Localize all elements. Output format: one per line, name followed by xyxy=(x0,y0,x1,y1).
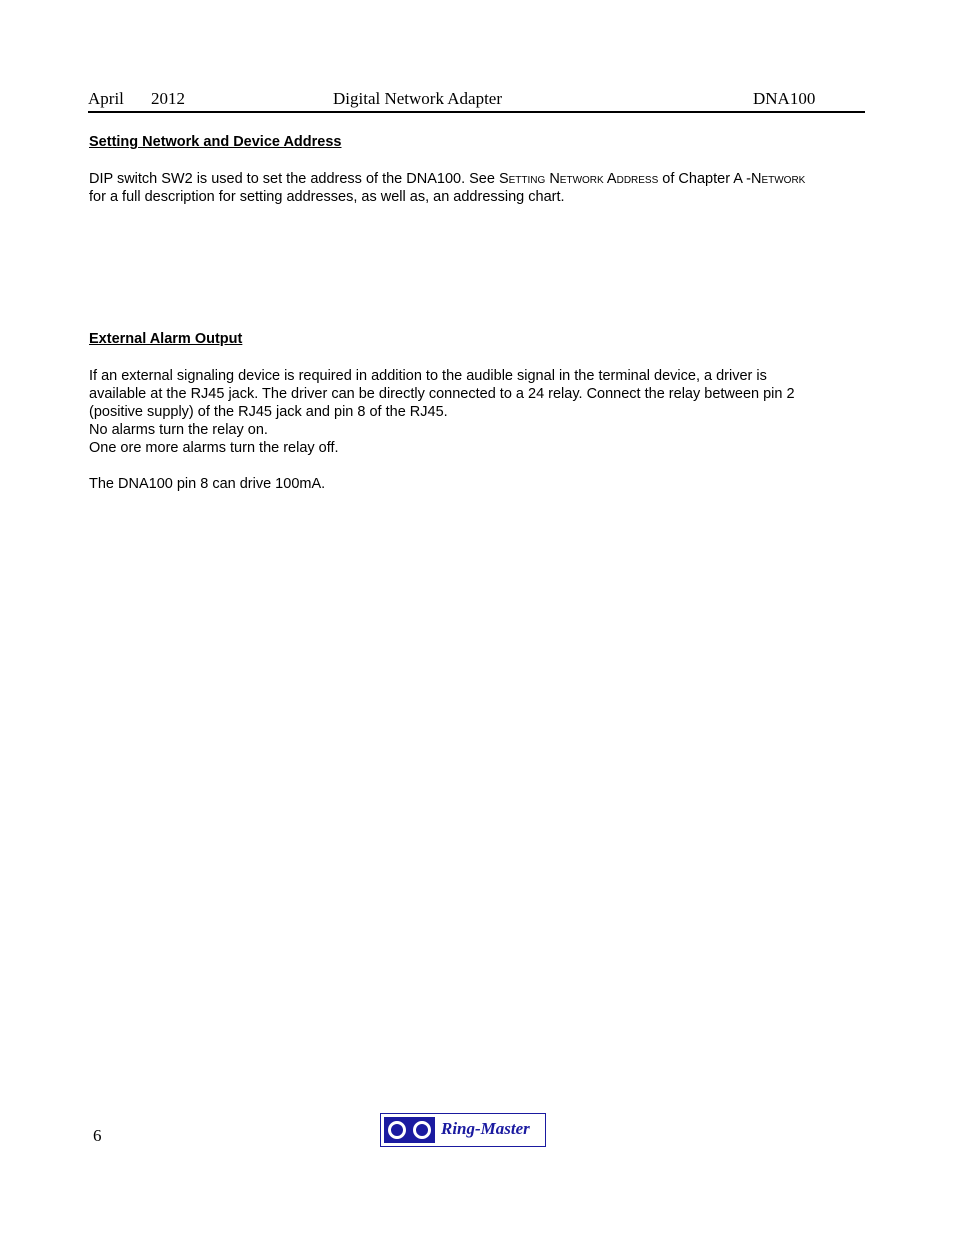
ring-icon xyxy=(413,1121,431,1139)
text-run: of Chapter A - xyxy=(658,171,751,187)
cross-reference-chapter: Network xyxy=(750,171,806,187)
text-run: DIP switch SW2 is used to set the address of the DNA100. See xyxy=(89,171,499,187)
page-number: 6 xyxy=(93,1126,102,1145)
paragraph-network-address xyxy=(89,170,865,206)
alarms-line: One ore more alarms turn the relay off. xyxy=(89,440,339,456)
header-model: DNA100 xyxy=(753,89,816,108)
no-alarms-line: No alarms turn the relay on. xyxy=(89,422,268,438)
justified-line: If an external signaling device is required in addition to the audible signal in the terminal device, a driver is xyxy=(89,368,767,384)
section-title-alarm-output: External Alarm Output xyxy=(89,331,243,347)
drive-current-line: The DNA100 pin 8 can drive 100mA. xyxy=(89,476,326,492)
logo-text: Ring-Master xyxy=(441,1119,530,1138)
header-year: 2012 xyxy=(151,89,185,108)
blank-line xyxy=(89,457,865,475)
ring-icon xyxy=(388,1121,406,1139)
paragraph-line: for a full description for setting addresses, as well as, an addressing chart. xyxy=(89,189,565,205)
header-month: April xyxy=(88,89,124,108)
cross-reference: Setting Network Address xyxy=(498,171,659,187)
justified-line: available at the RJ45 jack. The driver can be directly connected to a 24 relay. Connect the relay between pin 2 xyxy=(89,386,795,402)
paragraph-line xyxy=(89,170,865,188)
page-header xyxy=(88,89,865,113)
section-title-network-address: Setting Network and Device Address xyxy=(89,134,342,150)
paragraph-line: (positive supply) of the RJ45 jack and pin 8 of the RJ45. xyxy=(89,404,448,420)
paragraph-alarm-output xyxy=(89,367,865,493)
header-title: Digital Network Adapter xyxy=(333,89,503,108)
logo-rings-icon xyxy=(384,1117,435,1143)
ring-master-logo xyxy=(380,1113,546,1147)
